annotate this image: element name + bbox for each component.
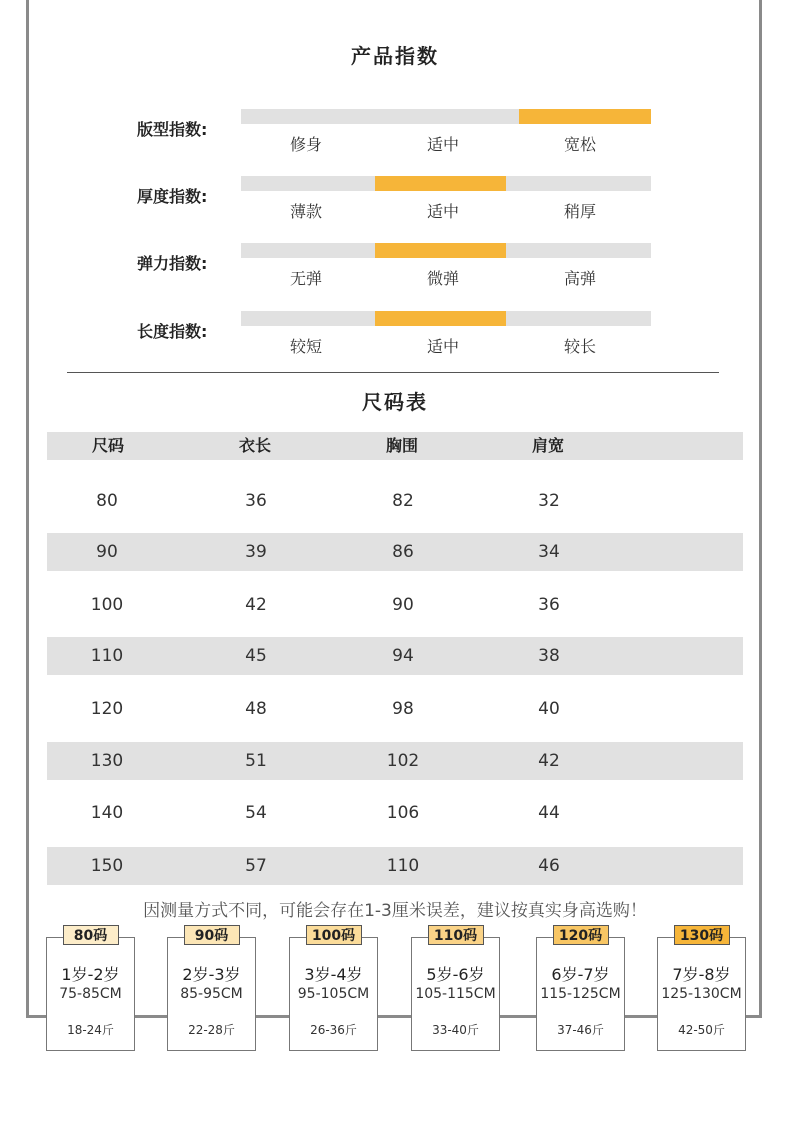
table-cell: 90 (392, 595, 414, 615)
card-age: 3岁-4岁 (304, 965, 363, 984)
table-cell: 54 (245, 803, 267, 823)
size-chart-header (47, 432, 743, 460)
size-tag: 80码 (63, 925, 119, 945)
header-size: 尺码 (91, 436, 124, 455)
card-weight: 33-40斤 (432, 1023, 479, 1037)
table-cell: 42 (245, 595, 267, 615)
table-cell: 36 (538, 595, 560, 615)
card-age: 1岁-2岁 (61, 965, 120, 984)
card-weight: 37-46斤 (557, 1023, 604, 1037)
header-length: 衣长 (238, 436, 271, 455)
table-cell: 100 (90, 595, 124, 615)
table-cell: 110 (90, 646, 124, 666)
card-height: 95-105CM (297, 986, 370, 1002)
index-option: 较短 (289, 337, 322, 356)
header-chest: 胸围 (385, 436, 418, 455)
index-bar-fill (519, 109, 651, 124)
card-height: 115-125CM (540, 986, 621, 1002)
table-cell: 42 (538, 751, 560, 771)
index-bar (241, 243, 651, 258)
card-weight: 18-24斤 (67, 1023, 114, 1037)
table-row (47, 742, 743, 780)
index-option: 宽松 (563, 135, 596, 154)
card-weight: 42-50斤 (678, 1023, 725, 1037)
index-option: 修身 (289, 135, 322, 154)
table-cell: 150 (90, 856, 124, 876)
card-age: 7岁-8岁 (672, 965, 731, 984)
table-cell: 130 (90, 751, 124, 771)
table-cell: 98 (392, 699, 414, 719)
section-divider (67, 372, 719, 373)
card-weight: 22-28斤 (188, 1023, 235, 1037)
index-option: 较长 (563, 337, 596, 356)
table-row (47, 533, 743, 571)
size-tag: 120码 (553, 925, 609, 945)
header-shoulder: 肩宽 (531, 436, 564, 455)
size-tag: 100码 (306, 925, 362, 945)
table-row (47, 637, 743, 675)
index-bar (241, 176, 651, 191)
index-option: 无弹 (289, 269, 322, 288)
table-cell: 94 (392, 646, 414, 666)
table-cell: 80 (96, 491, 118, 511)
measurement-note: 因测量方式不同，可能会存在1-3厘米误差，建议按真实身高选购！ (143, 901, 647, 921)
size-guide-card (46, 928, 135, 1051)
table-cell: 82 (392, 491, 414, 511)
index-option: 稍厚 (563, 202, 596, 221)
size-guide-card (167, 928, 256, 1051)
card-age: 5岁-6岁 (426, 965, 485, 984)
table-row (47, 482, 743, 520)
table-cell: 57 (245, 856, 267, 876)
table-cell: 40 (538, 699, 560, 719)
table-cell: 106 (386, 803, 420, 823)
size-guide-card (289, 928, 378, 1051)
index-option: 高弹 (563, 269, 596, 288)
table-cell: 39 (245, 542, 267, 562)
index-option: 微弹 (426, 269, 459, 288)
index-bar-fill (375, 176, 506, 191)
table-cell: 120 (90, 699, 124, 719)
card-height: 125-130CM (661, 986, 742, 1002)
card-weight: 26-36斤 (310, 1023, 357, 1037)
table-cell: 102 (386, 751, 420, 771)
table-cell: 44 (538, 803, 560, 823)
index-option: 适中 (426, 337, 459, 356)
table-row (47, 690, 743, 728)
index-bar (241, 109, 651, 124)
table-cell: 38 (538, 646, 560, 666)
index-option: 薄款 (289, 202, 322, 221)
card-age: 2岁-3岁 (182, 965, 241, 984)
size-guide-card (657, 928, 746, 1051)
index-bar (241, 311, 651, 326)
table-row (47, 586, 743, 624)
table-row (47, 847, 743, 885)
card-height: 85-95CM (180, 986, 243, 1002)
size-tag: 90码 (184, 925, 240, 945)
table-cell: 32 (538, 491, 560, 511)
index-label: 版型指数: (137, 120, 208, 139)
table-cell: 140 (90, 803, 124, 823)
size-chart-title: 尺码表 (362, 390, 428, 414)
index-label: 厚度指数: (137, 187, 208, 206)
size-guide-card (411, 928, 500, 1051)
table-cell: 36 (245, 491, 267, 511)
index-label: 长度指数: (137, 322, 208, 341)
table-cell: 34 (538, 542, 560, 562)
card-age: 6岁-7岁 (551, 965, 610, 984)
card-height: 75-85CM (59, 986, 122, 1002)
size-guide-card (536, 928, 625, 1051)
table-cell: 90 (96, 542, 118, 562)
product-index-title: 产品指数 (351, 44, 439, 68)
table-cell: 51 (245, 751, 267, 771)
index-label: 弹力指数: (137, 254, 208, 273)
table-cell: 48 (245, 699, 267, 719)
index-option: 适中 (426, 202, 459, 221)
index-bar-fill (375, 243, 506, 258)
size-tag: 110码 (428, 925, 484, 945)
index-bar-fill (375, 311, 506, 326)
table-row (47, 794, 743, 832)
card-height: 105-115CM (415, 986, 496, 1002)
table-cell: 110 (386, 856, 420, 876)
index-option: 适中 (426, 135, 459, 154)
size-tag: 130码 (674, 925, 730, 945)
table-cell: 46 (538, 856, 560, 876)
table-cell: 86 (392, 542, 414, 562)
table-cell: 45 (245, 646, 267, 666)
